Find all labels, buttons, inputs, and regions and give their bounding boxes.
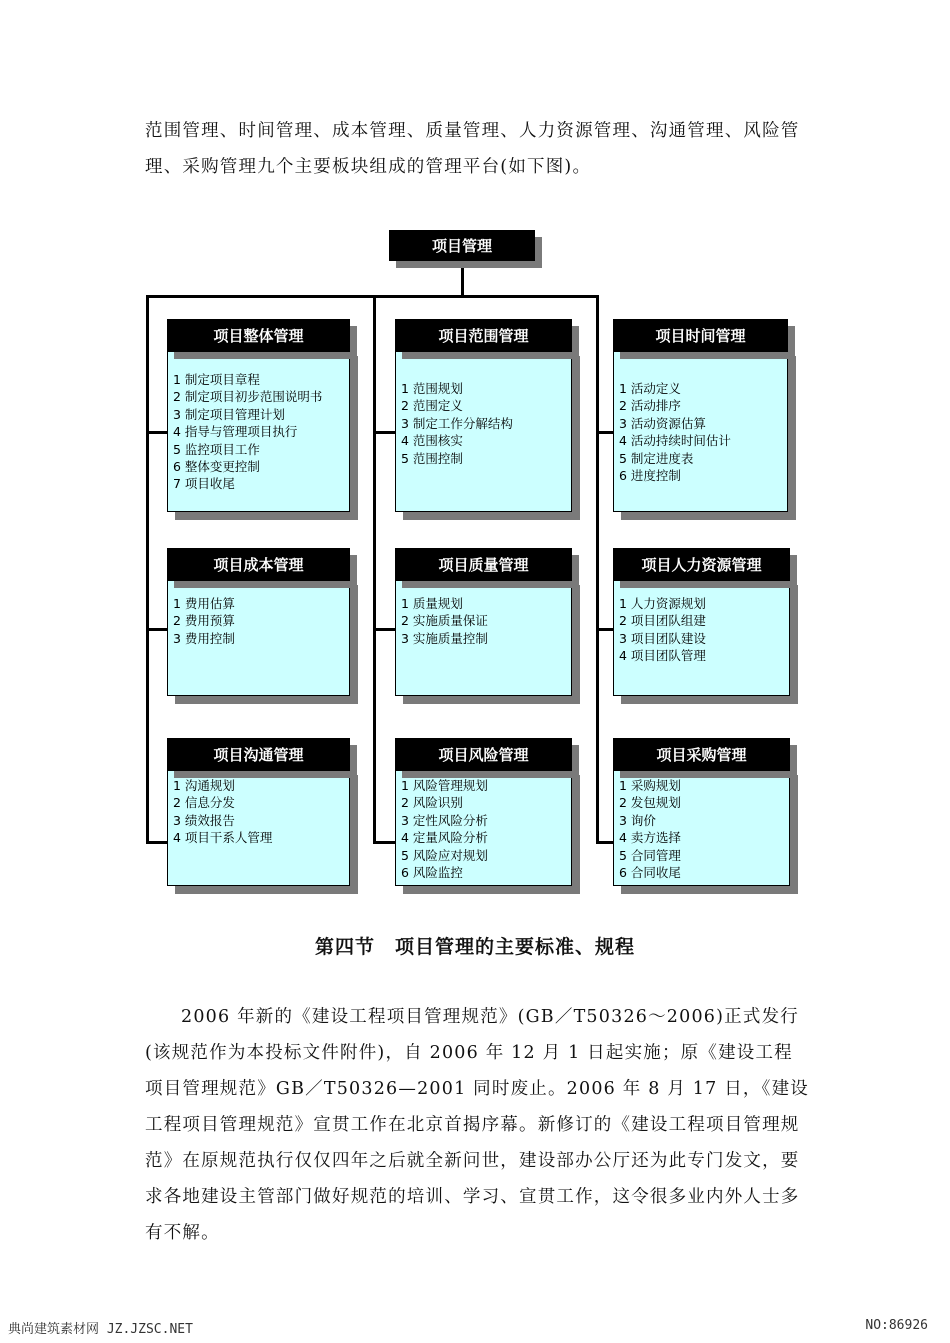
knowledge-area-integration [167,319,350,512]
area-title: 项目采购管理 [613,738,790,771]
branch-left-2 [146,628,168,631]
area-body [167,348,350,512]
area-item: 7 项目收尾 [173,476,235,492]
area-title: 项目时间管理 [613,319,788,352]
area-item: 1 沟通规划 [173,778,235,793]
area-item: 4 项目团队管理 [619,648,706,664]
area-item: 3 项目团队建设 [619,630,706,646]
area-body [167,577,350,696]
top-horizontal-line [146,295,598,298]
area-item: 5 范围控制 [401,450,463,466]
area-item: 1 采购规划 [619,778,681,793]
area-title: 项目整体管理 [167,319,350,352]
area-item: 1 费用估算 [173,596,235,611]
branch-right-3 [596,841,614,844]
intro-paragraph: 范围管理、时间管理、成本管理、质量管理、人力资源管理、沟通管理、风险管理、采购管理九个主要板块组成的管理平台(如下图)。 [145,121,800,177]
body-paragraph: 2006 年新的《建设工程项目管理规范》(GB／T50326～2006)正式发行(该规范作为本投标文件附件)，自 2006 年 12 月 1 日起实施；原《建设工程项目管理规范》GB／T50326—2001 同时废止。2006 年 8 月 17 日，《建设工程项目管理规范》宣贯工作在北京首揭序幕。新修订的《建设工程项目管理规范》在原规范执行仅仅四年之后就全新问世，建设部办公厅还为此专门发文，要求各地建设主管部门做好规范的培训、学习、宣贯工作，这令很多业内外人士多有不解。 [145,1007,809,1243]
section-title: 第四节 项目管理的主要标准、规程 [314,936,635,958]
area-body [613,348,788,512]
knowledge-area-procurement [613,738,790,886]
area-item: 1 风险管理规划 [401,778,488,793]
branch-middle-2 [373,628,395,631]
knowledge-area-risk [395,738,572,886]
area-item: 3 询价 [619,812,656,828]
footer-watermark: 典尚建筑素材网 JZ.JZSC.NET [8,1322,193,1337]
area-item: 2 制定项目初步范围说明书 [173,389,323,405]
area-item: 2 费用预算 [173,613,235,629]
area-item: 3 绩效报告 [173,812,235,828]
knowledge-area-time [613,319,788,512]
area-item: 3 费用控制 [173,630,235,646]
area-item: 3 实施质量控制 [401,630,488,646]
area-item: 6 整体变更控制 [173,459,260,475]
knowledge-area-cost [167,548,350,696]
knowledge-area-quality [395,548,572,696]
area-title: 项目范围管理 [395,319,572,352]
area-item: 2 风险识别 [401,795,463,811]
left-spine [146,295,149,843]
middle-spine [373,295,376,843]
branch-middle-1 [373,431,395,434]
area-item: 5 监控项目工作 [173,441,260,457]
area-item: 6 进度控制 [619,468,681,484]
area-item: 1 范围规划 [401,381,463,396]
knowledge-area-scope [395,319,572,512]
branch-right-1 [596,431,614,434]
area-item: 1 制定项目章程 [173,372,260,387]
area-body [613,767,790,886]
area-item: 4 范围核实 [401,433,463,449]
area-title: 项目沟通管理 [167,738,350,771]
area-item: 3 制定工作分解结构 [401,415,513,431]
area-item: 2 项目团队组建 [619,613,706,629]
area-item: 6 合同收尾 [619,865,681,881]
area-item: 4 活动持续时间估计 [619,433,731,449]
branch-left-3 [146,841,168,844]
area-item: 6 风险监控 [401,865,463,881]
area-item: 3 制定项目管理计划 [173,406,285,422]
area-body [613,577,790,696]
branch-left-1 [146,431,168,434]
area-item: 5 制定进度表 [619,450,694,466]
area-item: 5 合同管理 [619,847,681,863]
root-node: 项目管理 [389,230,535,261]
area-body [167,767,350,886]
area-item: 5 风险应对规划 [401,847,488,863]
branch-middle-3 [373,841,395,844]
area-body [395,577,572,696]
area-item: 3 定性风险分析 [401,812,488,828]
area-item: 4 卖方选择 [619,830,681,846]
knowledge-area-human-resource [613,548,790,696]
area-body [395,767,572,886]
area-item: 4 定量风险分析 [401,830,488,846]
area-item: 2 范围定义 [401,398,463,414]
area-item: 2 发包规划 [619,795,681,811]
right-spine [596,295,599,843]
area-item: 4 指导与管理项目执行 [173,424,298,440]
area-item: 3 活动资源估算 [619,415,706,431]
area-item: 2 活动排序 [619,398,681,414]
area-item: 2 信息分发 [173,795,235,811]
area-item: 1 活动定义 [619,381,681,396]
branch-right-2 [596,628,614,631]
area-title: 项目质量管理 [395,548,572,581]
area-item: 2 实施质量保证 [401,613,488,629]
area-item: 1 质量规划 [401,596,463,611]
area-title: 项目人力资源管理 [613,548,790,581]
footer-number: NO:86926 [865,1318,928,1333]
area-body [395,348,572,512]
area-title: 项目风险管理 [395,738,572,771]
area-item: 4 项目干系人管理 [173,830,273,846]
area-title: 项目成本管理 [167,548,350,581]
knowledge-area-communications [167,738,350,886]
root-connector [461,261,464,297]
area-item: 1 人力资源规划 [619,596,706,611]
